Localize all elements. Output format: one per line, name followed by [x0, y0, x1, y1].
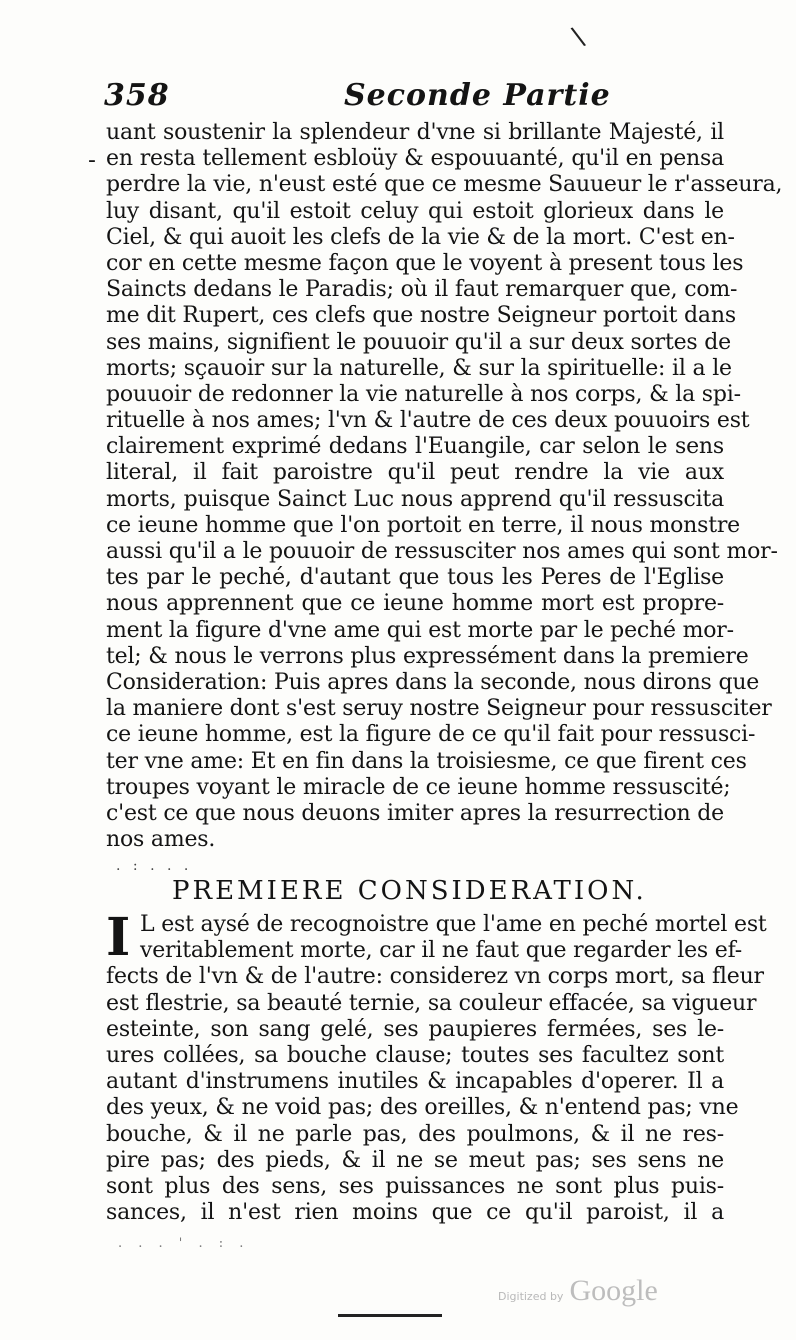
text-line: est flestrie, sa beauté ternie, sa couleur effacée, sa vigueur: [106, 990, 757, 1016]
section-title: Seconde Partie: [344, 78, 611, 113]
text-line: la maniere dont s'est seruy nostre Seigneur pour ressusciter: [106, 696, 772, 722]
page-number: 358: [104, 78, 170, 113]
text-line: Consideration: Puis apres dans la seconde, nous dirons que: [106, 669, 760, 695]
text-line: des yeux, & ne void pas; des oreilles, & n'entend pas; vne: [106, 1095, 739, 1121]
text-line: ter vne ame: Et en fin dans la troisiesme, ce que firent ces: [106, 748, 747, 774]
text-line: ment la figure d'vne ame qui est morte par le peché mor-: [106, 617, 734, 643]
text-line: literal, il fait paroistre qu'il peut rendre la vie aux: [106, 460, 724, 486]
text-line: sont plus des sens, ses puissances ne sont plus puis-: [106, 1173, 724, 1199]
text-line: luy disant, qu'il estoit celuy qui estoit glorieux dans le: [106, 198, 724, 224]
bottom-rule: [338, 1314, 442, 1317]
text-line: Ciel, & qui auoit les clefs de la vie & de la mort. C'est en-: [106, 224, 735, 250]
bleed-through-marks: . . . ' . : .: [118, 1236, 250, 1251]
digitized-watermark: [498, 1274, 658, 1308]
text-line: bouche, & il ne parle pas, des poulmons, & il ne res-: [106, 1121, 724, 1147]
running-head: [104, 78, 611, 118]
section-heading: PREMIERE CONSIDERATION.: [172, 876, 647, 906]
text-line: tel; & nous le verrons plus expressément dans la premiere: [106, 643, 749, 669]
paragraph-2: [106, 907, 767, 1226]
text-line: nous apprennent que ce ieune homme mort est propre-: [106, 591, 724, 617]
text-line: fects de l'vn & de l'autre: considerez vn corps mort, sa fleur: [106, 964, 764, 990]
text-line: en resta tellement esbloüy & espouuanté, qu'il en pensa: [106, 146, 724, 172]
text-line: rituelle à nos ames; l'vn & l'autre de ces deux pouuoirs est: [106, 408, 750, 434]
text-line: tes par le peché, d'autant que tous les Peres de l'Eglise: [106, 565, 724, 591]
margin-dash-mark: -: [88, 148, 96, 173]
text-line: ures collées, sa bouche clause; toutes ses facultez sont: [106, 1042, 724, 1068]
digitized-label: Digitized by: [498, 1290, 564, 1303]
text-line: ce ieune homme que l'on portoit en terre, il nous monstre: [106, 512, 741, 538]
text-line: autant d'instrumens inutiles & incapables d'operer. Il a: [106, 1069, 724, 1095]
text-line: c'est ce que nous deuons imiter apres la resurrection de: [106, 800, 724, 826]
text-line: troupes voyant le miracle de ce ieune homme ressuscité;: [106, 774, 731, 800]
paragraph-1: [106, 120, 783, 853]
corner-ink-mark: \: [569, 21, 588, 53]
text-line: Saincts dedans le Paradis; où il faut remarquer que, com-: [106, 277, 738, 303]
text-line-content: L est aysé de recognoistre que l'ame en peché mortel est: [140, 912, 767, 937]
text-line: ses mains, signifient le pouuoir qu'il a sur deux sortes de: [106, 329, 731, 355]
text-line: aussi qu'il a le pouuoir de ressusciter nos ames qui sont mor-: [106, 539, 778, 564]
text-line: esteinte, son sang gelé, ses paupieres fermées, ses le-: [106, 1016, 724, 1042]
text-line: pouuoir de redonner la vie naturelle à nos corps, & la spi-: [106, 381, 741, 407]
text-line: pire pas; des pieds, & il ne se meut pas; ses sens ne: [106, 1147, 724, 1173]
text-line: me dit Rupert, ces clefs que nostre Seigneur portoit dans: [106, 303, 736, 329]
text-line: ce ieune homme, est la figure de ce qu'il fait pour ressusci-: [106, 722, 756, 748]
text-line: uant soustenir la splendeur d'vne si brillante Majesté, il: [106, 120, 724, 145]
text-line: morts, puisque Sainct Luc nous apprend qu'il ressuscita: [106, 486, 724, 512]
text-line: sances, il n'est rien moins que ce qu'il paroist, il a: [106, 1200, 724, 1226]
text-line: morts; sçauoir sur la naturelle, & sur la spirituelle: il a le: [106, 355, 732, 381]
text-line: cor en cette mesme façon que le voyent à present tous les: [106, 250, 744, 276]
google-logo: Google: [569, 1274, 658, 1307]
text-line: perdre la vie, n'eust esté que ce mesme Sauueur le r'asseura,: [106, 172, 783, 198]
text-line: nos ames.: [106, 827, 216, 853]
stray-ink-marks: . : . . .: [116, 858, 193, 874]
text-line: veritablement morte, car il ne faut que regarder les ef-: [140, 938, 742, 964]
drop-cap: I: [106, 907, 131, 968]
text-line: clairement exprimé dedans l'Euangile, car selon le sens: [106, 434, 724, 460]
